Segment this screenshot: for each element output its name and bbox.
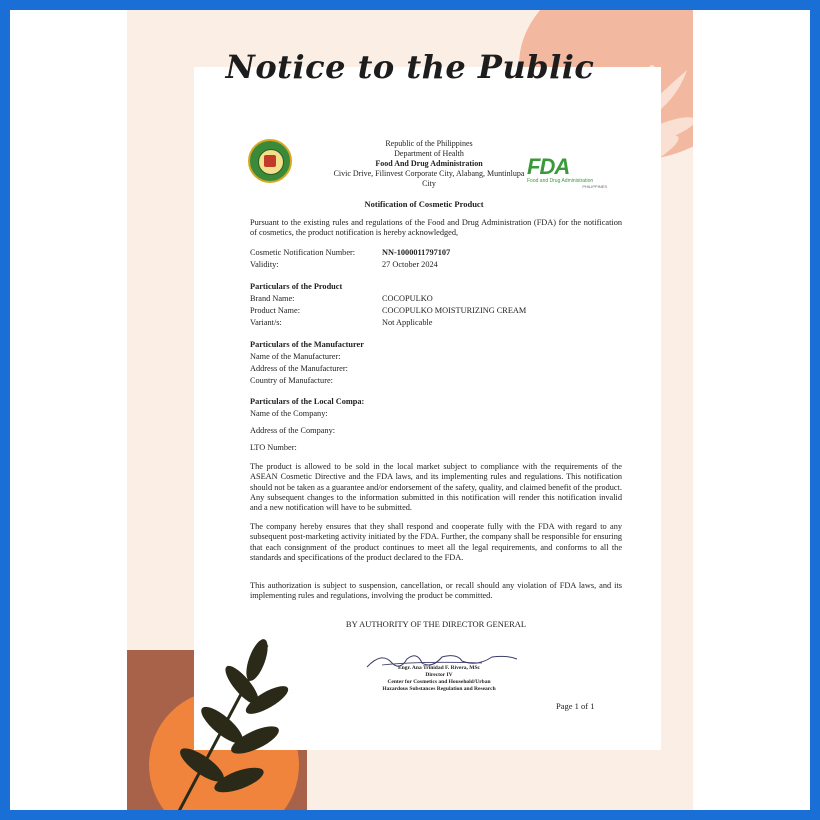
manufacturer-heading: Particulars of the Manufacturer (250, 340, 364, 349)
document-header (309, 139, 549, 189)
signer-title: Director IV (425, 671, 453, 678)
fda-logo-mark: FDA (527, 154, 570, 179)
product-name-label: Product Name: (250, 306, 301, 315)
page-number: Page 1 of 1 (556, 701, 595, 711)
mfr-country-label: Country of Manufacture: (250, 376, 333, 385)
cn-number-label: Cosmetic Notification Number: (250, 248, 356, 257)
doh-seal-icon (248, 139, 292, 183)
signer-name: Engr. Ana Trinidad F. Rivera, MSc (398, 665, 480, 671)
mfr-name-label: Name of the Manufacturer: (250, 352, 341, 361)
signer-center: Hazardous Substances Regulation and Research (382, 685, 496, 692)
company-address-label: Address of the Company: (250, 426, 336, 435)
local-company-heading: Particulars of the Local Compa: (250, 397, 365, 406)
decor-branch-leaf-icon (147, 630, 317, 810)
product-name-value: COCOPULKO MOISTURIZING CREAM (382, 306, 527, 315)
compliance-paragraph: The product is allowed to be sold in the local market subject to compliance with the requirements of the ASEAN Cosmetic Directive and the FDA laws, and its implementing rules and regulations. This notification should not be taken as a guarantee and/or endorsement of the safety, quality, and claimed benefit of the product. Any subsequent changes to the information submitted in this notification will render this notification invalid and a new notification will have to be submitted. (250, 462, 622, 513)
header-agency: Food And Drug Administration (375, 159, 483, 168)
product-heading: Particulars of the Product (250, 282, 343, 291)
poster-title: Notice to the Public (225, 48, 595, 86)
variant-value: Not Applicable (382, 318, 433, 327)
authorization-paragraph: This authorization is subject to suspension, cancellation, or recall should any violation of FDA laws, and its implementing rules and regulations, involving the product be committed. (250, 581, 622, 601)
signatory-block (344, 665, 534, 693)
image-frame (10, 10, 810, 810)
brand-label: Brand Name: (250, 294, 295, 303)
intro-paragraph: Pursuant to the existing rules and regulations of the Food and Drug Administration (FDA) for the notification of cosmetics, the product notification is hereby acknowledged, (250, 218, 622, 238)
mfr-address-label: Address of the Manufacturer: (250, 364, 348, 373)
brand-value: COCOPULKO (382, 294, 433, 303)
header-line: Department of Health (394, 149, 464, 158)
fda-logo (527, 153, 617, 193)
notice-poster (127, 10, 693, 810)
validity-value: 27 October 2024 (382, 260, 438, 269)
cn-number-value: NN-1000011797107 (382, 248, 451, 257)
company-name-label: Name of the Company: (250, 409, 328, 418)
cooperation-paragraph: The company hereby ensures that they shall respond and cooperate fully with the FDA with regard to any subsequent post-marketing activity initiated by the FDA. Further, the company shall be responsible for ensuring that each consignment of the product continues to meet all the legal requirements, and conforms to all the standards and specifications of the product declared to the FDA. (250, 522, 622, 563)
fda-logo-subtitle: Food and Drug Administration (527, 177, 594, 184)
header-address-city: City (422, 179, 436, 188)
fda-logo-country: PHILIPPINES (582, 183, 607, 189)
lto-label: LTO Number: (250, 443, 297, 452)
validity-label: Validity: (250, 260, 279, 269)
signer-center: Center for Cosmetics and Household/Urban (387, 678, 491, 685)
notification-title: Notification of Cosmetic Product (364, 199, 484, 209)
header-address: Civic Drive, Filinvest Corporate City, Alabang, Muntinlupa (333, 169, 525, 178)
variant-label: Variant/s: (250, 318, 282, 327)
header-line: Republic of the Philippines (385, 139, 473, 148)
authority-line: BY AUTHORITY OF THE DIRECTOR GENERAL (345, 619, 527, 629)
